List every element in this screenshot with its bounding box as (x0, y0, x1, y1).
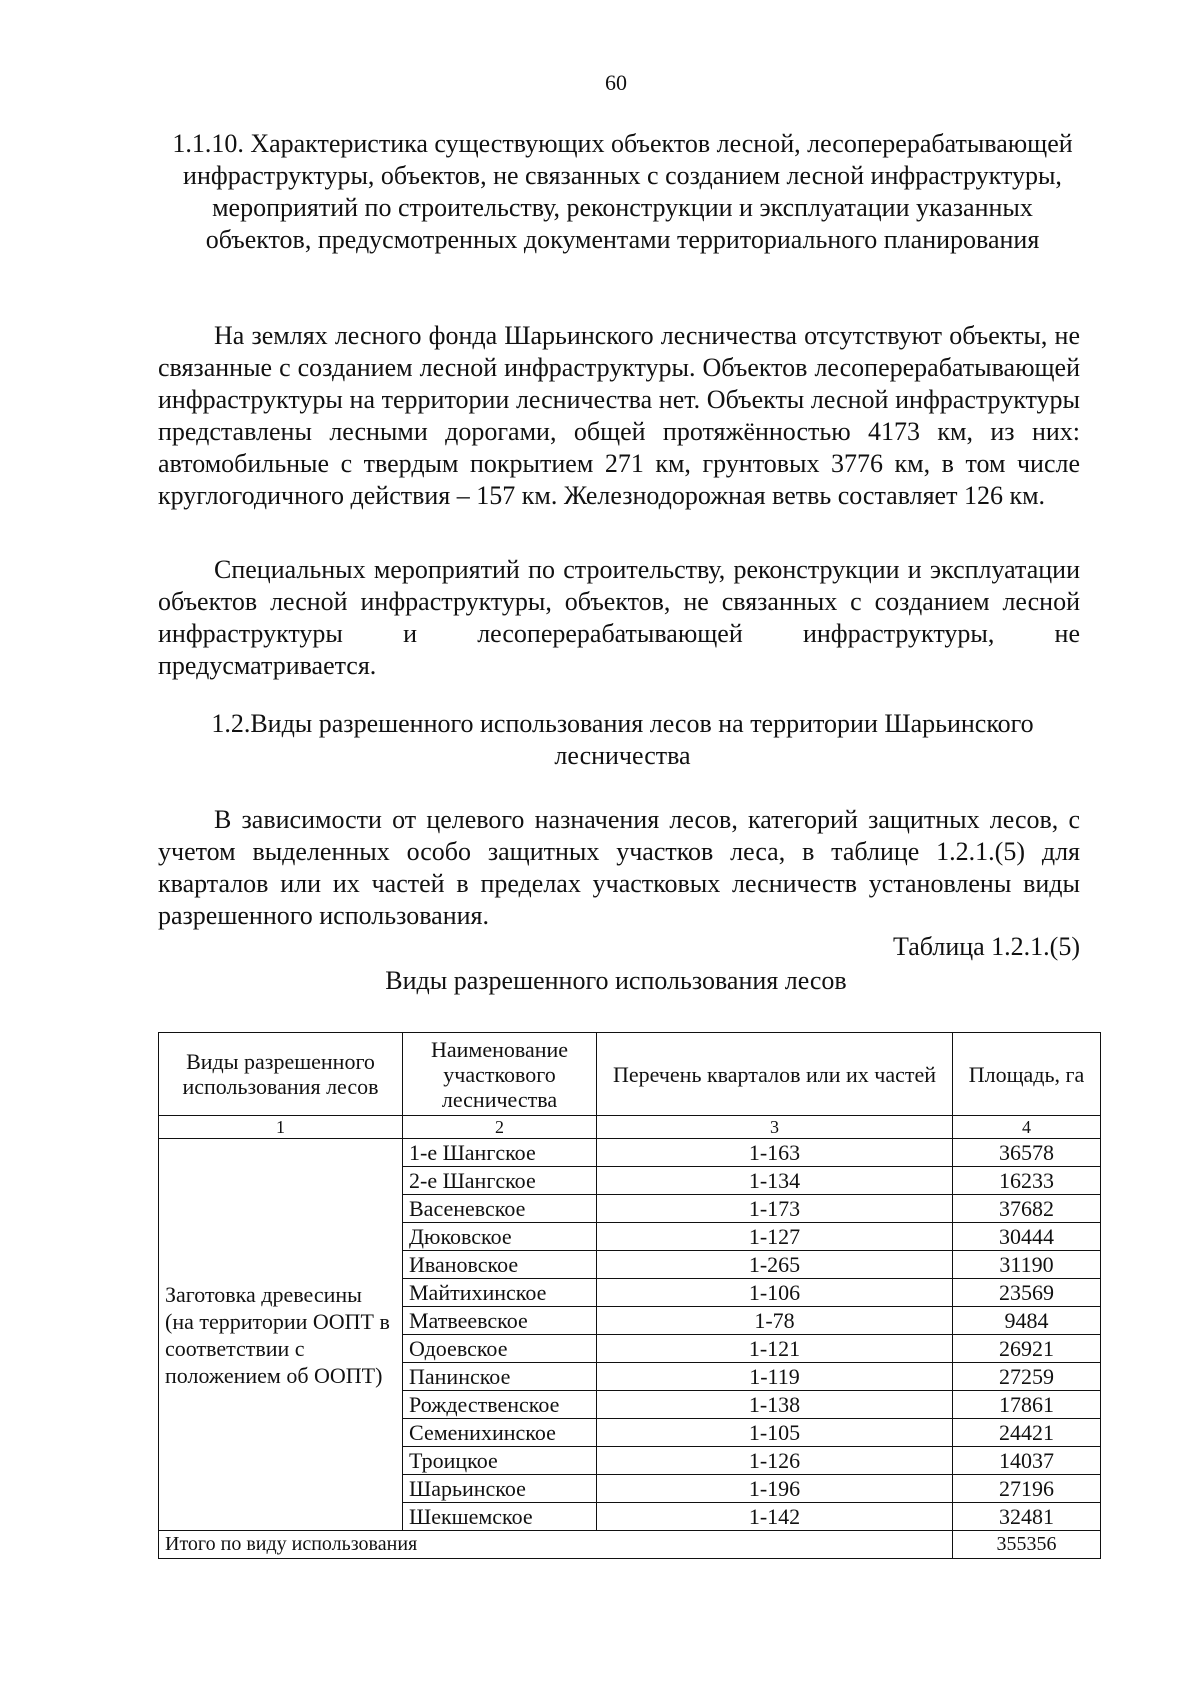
paragraph-permitted-use: В зависимости от целевого назначения лесов, категорий защитных лесов, с учетом выделенных особо защитных участков леса, в таблице 1.2.1.(5) для кварталов или их частей в пределах участковых лесничеств установлены виды разрешенного использования. (158, 805, 1080, 930)
quarters-cell: 1-121 (597, 1335, 953, 1363)
table-total-row (159, 1531, 1101, 1559)
permitted-use-table (158, 1032, 1101, 1559)
section-title-infrastructure: 1.1.10. Характеристика существующих объектов лесной, лесоперерабатывающей инфраструктуры, объектов, не связанных с созданием лесной инфраструктуры, мероприятий по строительству, реконструкции и эксплуатации указанных объектов, предусмотренных документами территориального планирования (172, 129, 1073, 254)
area-cell: 14037 (953, 1447, 1101, 1475)
forestry-cell: Васеневское (403, 1195, 597, 1223)
forestry-cell: Семенихинское (403, 1419, 597, 1447)
forestry-cell: Матвеевское (403, 1307, 597, 1335)
forestry-cell: Одоевское (403, 1335, 597, 1363)
area-cell: 27196 (953, 1475, 1101, 1503)
forestry-cell: Рождественское (403, 1391, 597, 1419)
table-label: Таблица 1.2.1.(5) (892, 932, 1080, 961)
forestry-cell: Дюковское (403, 1223, 597, 1251)
quarters-cell: 1-78 (597, 1307, 953, 1335)
quarters-cell: 1-138 (597, 1391, 953, 1419)
total-label: Итого по виду использования (159, 1531, 953, 1559)
column-number: 2 (403, 1116, 597, 1139)
table-title: Виды разрешенного использования лесов (385, 966, 847, 995)
use-type-cell: Заготовка древесины (на территории ООПТ в соответствии с положением об ООПТ) (159, 1139, 403, 1531)
section-title-permitted-use: 1.2.Виды разрешенного использования лесов на территории Шарьинского лесничества (211, 709, 1034, 770)
column-number: 3 (597, 1116, 953, 1139)
quarters-cell: 1-105 (597, 1419, 953, 1447)
forestry-cell: Майтихинское (403, 1279, 597, 1307)
table-body (159, 1139, 1101, 1559)
table-row (159, 1139, 1101, 1167)
column-number: 4 (953, 1116, 1101, 1139)
area-cell: 16233 (953, 1167, 1101, 1195)
header-forestry: Наименование участкового лесничества (403, 1033, 597, 1116)
area-cell: 36578 (953, 1139, 1101, 1167)
area-cell: 23569 (953, 1279, 1101, 1307)
header-use-type: Виды разрешенного использования лесов (159, 1033, 403, 1116)
paragraph-special-measures: Специальных мероприятий по строительству, реконструкции и эксплуатации объектов лесной инфраструктуры, объектов, не связанных с созданием лесной инфраструктуры и лесоперерабатывающей инфраструктуры, не предусматривается. (158, 555, 1080, 680)
quarters-cell: 1-265 (597, 1251, 953, 1279)
forestry-cell: Ивановское (403, 1251, 597, 1279)
quarters-cell: 1-106 (597, 1279, 953, 1307)
header-quarters: Перечень кварталов или их частей (597, 1033, 953, 1116)
forestry-cell: 2-е Шангское (403, 1167, 597, 1195)
area-cell: 31190 (953, 1251, 1101, 1279)
forestry-cell: 1-е Шангское (403, 1139, 597, 1167)
table-header-row (159, 1033, 1101, 1116)
column-number: 1 (159, 1116, 403, 1139)
area-cell: 17861 (953, 1391, 1101, 1419)
forestry-cell: Троицкое (403, 1447, 597, 1475)
quarters-cell: 1-142 (597, 1503, 953, 1531)
quarters-cell: 1-127 (597, 1223, 953, 1251)
area-cell: 30444 (953, 1223, 1101, 1251)
area-cell: 37682 (953, 1195, 1101, 1223)
total-value: 355356 (953, 1531, 1101, 1559)
quarters-cell: 1-163 (597, 1139, 953, 1167)
area-cell: 9484 (953, 1307, 1101, 1335)
page-number: 60 (605, 70, 627, 95)
table-column-numbers-row (159, 1116, 1101, 1139)
quarters-cell: 1-173 (597, 1195, 953, 1223)
area-cell: 27259 (953, 1363, 1101, 1391)
area-cell: 24421 (953, 1419, 1101, 1447)
forestry-cell: Панинское (403, 1363, 597, 1391)
paragraph-infrastructure-objects: На землях лесного фонда Шарьинского лесничества отсутствуют объекты, не связанные с созданием лесной инфраструктуры. Объектов лесоперерабатывающей инфраструктуры на территории лесничества нет. Объекты лесной инфраструктуры представлены лесными дорогами, общей протяжённостью 4173 км, из них: автомобильные с твердым покрытием 271 км, грунтовых 3776 км, в том числе круглогодичного действия – 157 км. Железнодорожная ветвь составляет 126 км. (158, 321, 1080, 510)
quarters-cell: 1-134 (597, 1167, 953, 1195)
forestry-cell: Шарьинское (403, 1475, 597, 1503)
header-area: Площадь, га (953, 1033, 1101, 1116)
forestry-cell: Шекшемское (403, 1503, 597, 1531)
area-cell: 32481 (953, 1503, 1101, 1531)
quarters-cell: 1-126 (597, 1447, 953, 1475)
quarters-cell: 1-196 (597, 1475, 953, 1503)
area-cell: 26921 (953, 1335, 1101, 1363)
quarters-cell: 1-119 (597, 1363, 953, 1391)
